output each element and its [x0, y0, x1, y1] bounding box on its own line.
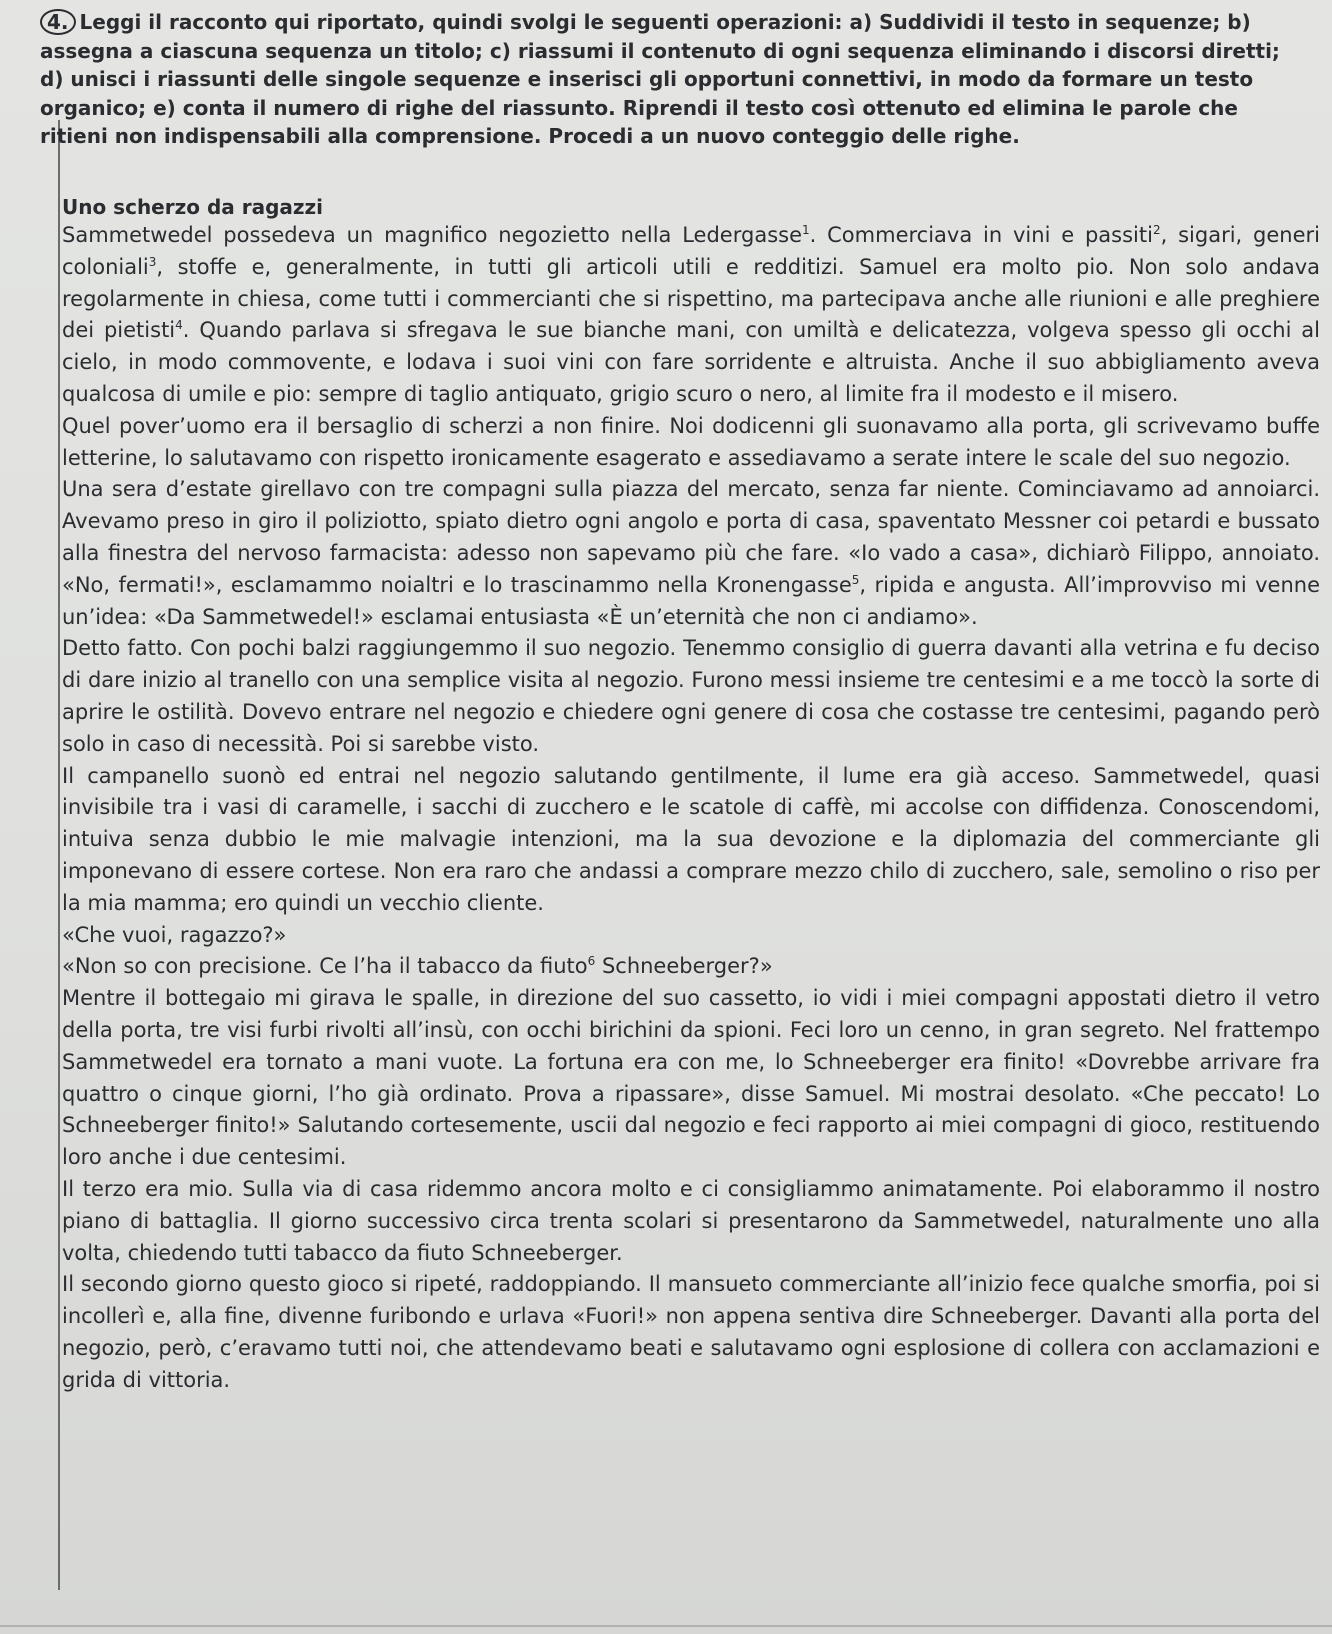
paragraph-9: Il terzo era mio. Sulla via di casa ridemmo ancora molto e ci consigliammo animatamente. Poi elaborammo il nostro piano di battaglia. Il giorno successivo circa trenta scolari si presentarono da Sammetwedel, naturalmente uno alla volta, chiedendo tutti tabacco da fiuto Schneeberger. — [62, 1176, 1320, 1265]
exercise-instructions — [40, 8, 1310, 151]
story-title: Uno scherzo da ragazzi — [62, 195, 324, 219]
paragraph-3: Una sera d’estate girellavo con tre compagni sulla piazza del mercato, senza far niente. Cominciavamo ad annoiarci. Avevamo preso in giro il poliziotto, spiato dietro ogni angolo e porta di casa, spaventato Messner coi petardi e bussato alla finestra del nervoso farmacista: adesso non sapevamo più che fare. «Io vado a casa», dichiarò Filippo, annoiato. «No, fermati!», esclamammo noialtri e lo trascinammo nella Kronengasse$^5$, ripida e angusta. All’improvviso mi venne un’idea: «Da Sammetwedel!» esclamai entusiasta «È un’eternità che non ci andiamo». — [62, 477, 1321, 629]
page-frame-line — [58, 120, 60, 1590]
footnote-marker: 4 — [175, 318, 183, 333]
paragraph-6: «Che vuoi, ragazzo?» — [62, 922, 287, 947]
footnote-marker: 1 — [802, 223, 810, 237]
paragraph-10: Il secondo giorno questo gioco si ripeté, raddoppiando. Il mansueto commerciante all’inizio fece qualche smorfia, poi si incollerì e, alla fine, divenne furibondo e urlava «Fuori!» non appena sentiva dire Schneeberger. Davanti alla porta del negozio, però, c’eravamo tutti noi, che attendevamo beati e salutavamo ogni esplosione di collera con acclamazioni e grida di vittoria. — [62, 1272, 1320, 1392]
footnote-marker: 6 — [587, 954, 596, 969]
story — [62, 194, 1320, 1396]
paragraph-5: Il campanello suonò ed entrai nel negozio salutando gentilmente, il lume era già acceso. Sammetwedel, quasi invisibile tra i vasi di caramelle, i sacchi di zucchero e le scatole di caffè, mi accolse con diffidenza. Conoscendomi, intuiva senza dubbio le mie malvagie intenzioni, ma la sua devozione e la diplomazia del commerciante gli imponevano di essere cortese. Non era raro che andassi a comprare mezzo chilo di zucchero, sale, semolino o riso per la mia mamma; ero quindi un vecchio cliente. — [62, 763, 1320, 915]
footnote-marker: 5 — [851, 572, 860, 587]
footnote-marker: 3 — [148, 254, 157, 269]
paragraph-4: Detto fatto. Con pochi balzi raggiungemmo il suo negozio. Tenemmo consiglio di guerra davanti alla vetrina e fu deciso di dare inizio al tranello con una semplice visita al negozio. Furono messi insieme tre centesimi e a me toccò la sorte di aprire le ostilità. Dovevo entrare nel negozio e chiedere ogni genere di cosa che costasse tre centesimi, pagando però solo in caso di necessità. Poi si sarebbe visto. — [62, 636, 1320, 756]
paragraph-1: Sammetwedel possedeva un magnifico negozietto nella Ledergasse$^1$. Commerciava in vini e passiti$^2$, sigari, generi coloniali$^3$, stoffe e, generalmente, in tutti gli articoli utili e redditizi. Samuel era molto pio. Non solo andava regolarmente in chiesa, come tutti i commercianti che si rispettino, ma partecipava anche alle riunioni e alle preghiere dei pietisti$^4$. Quando parlava si sfregava le sue bianche mani, con umiltà e delicatezza, volgeva spesso gli occhi al cielo, in modo commovente, e lodava i suoi vini con fare sorridente e altruista. Anche il suo abbigliamento aveva qualcosa di umile e pio: sempre di taglio antiquato, grigio scuro o nero, al limite fra il modesto e il misero. — [62, 223, 1321, 406]
page-bottom-line — [0, 1625, 1332, 1627]
paragraph-2: Quel pover’uomo era il bersaglio di scherzi a non finire. Noi dodicenni gli suonavamo alla porta, gli scrivevamo buffe letterine, lo salutavamo con rispetto ironicamente esagerato e assediavamo a serate intere le scale del suo negozio. — [62, 413, 1320, 470]
paragraph-7: «Non so con precisione. Ce l’ha il tabacco da fiuto$^6$ Schneeberger?» — [62, 954, 773, 979]
exercise-number: 4. — [40, 9, 76, 35]
paragraph-8: Mentre il bottegaio mi girava le spalle, in direzione del suo cassetto, io vidi i miei compagni appostati dietro il vetro della porta, tre visi furbi rivolti all’insù, con occhi birichini da spioni. Feci loro un cenno, in gran segreto. Nel frattempo Sammetwedel era tornato a mani vuote. La fortuna era con me, lo Schneeberger era finito! «Dovrebbe arrivare fra quattro o cinque giorni, l’ho già ordinato. Prova a ripassare», disse Samuel. Mi mostrai desolato. «Che peccato! Lo Schneeberger finito!» Salutando cortesemente, uscii dal negozio e feci rapporto ai miei compagni di gioco, restituendo loro anche i due centesimi. — [62, 986, 1320, 1170]
footnote-marker: 2 — [1152, 223, 1161, 237]
exercise-text: Leggi il racconto qui riportato, quindi svolgi le seguenti operazioni: a) Suddividi il testo in sequenze; b) assegna a ciascuna sequenza un titolo; c) riassumi il contenuto di ogni sequenza eliminando i discorsi diretti; d) unisci i riassunti delle singole sequenze e inserisci gli opportuni connettivi, in modo da formare un testo organico; e) conta il numero di righe del riassunto. Riprendi il testo così ottenuto ed elimina le parole che ritieni non indispensabili alla comprensione. Procedi a un nuovo conteggio delle righe. — [40, 10, 1280, 148]
